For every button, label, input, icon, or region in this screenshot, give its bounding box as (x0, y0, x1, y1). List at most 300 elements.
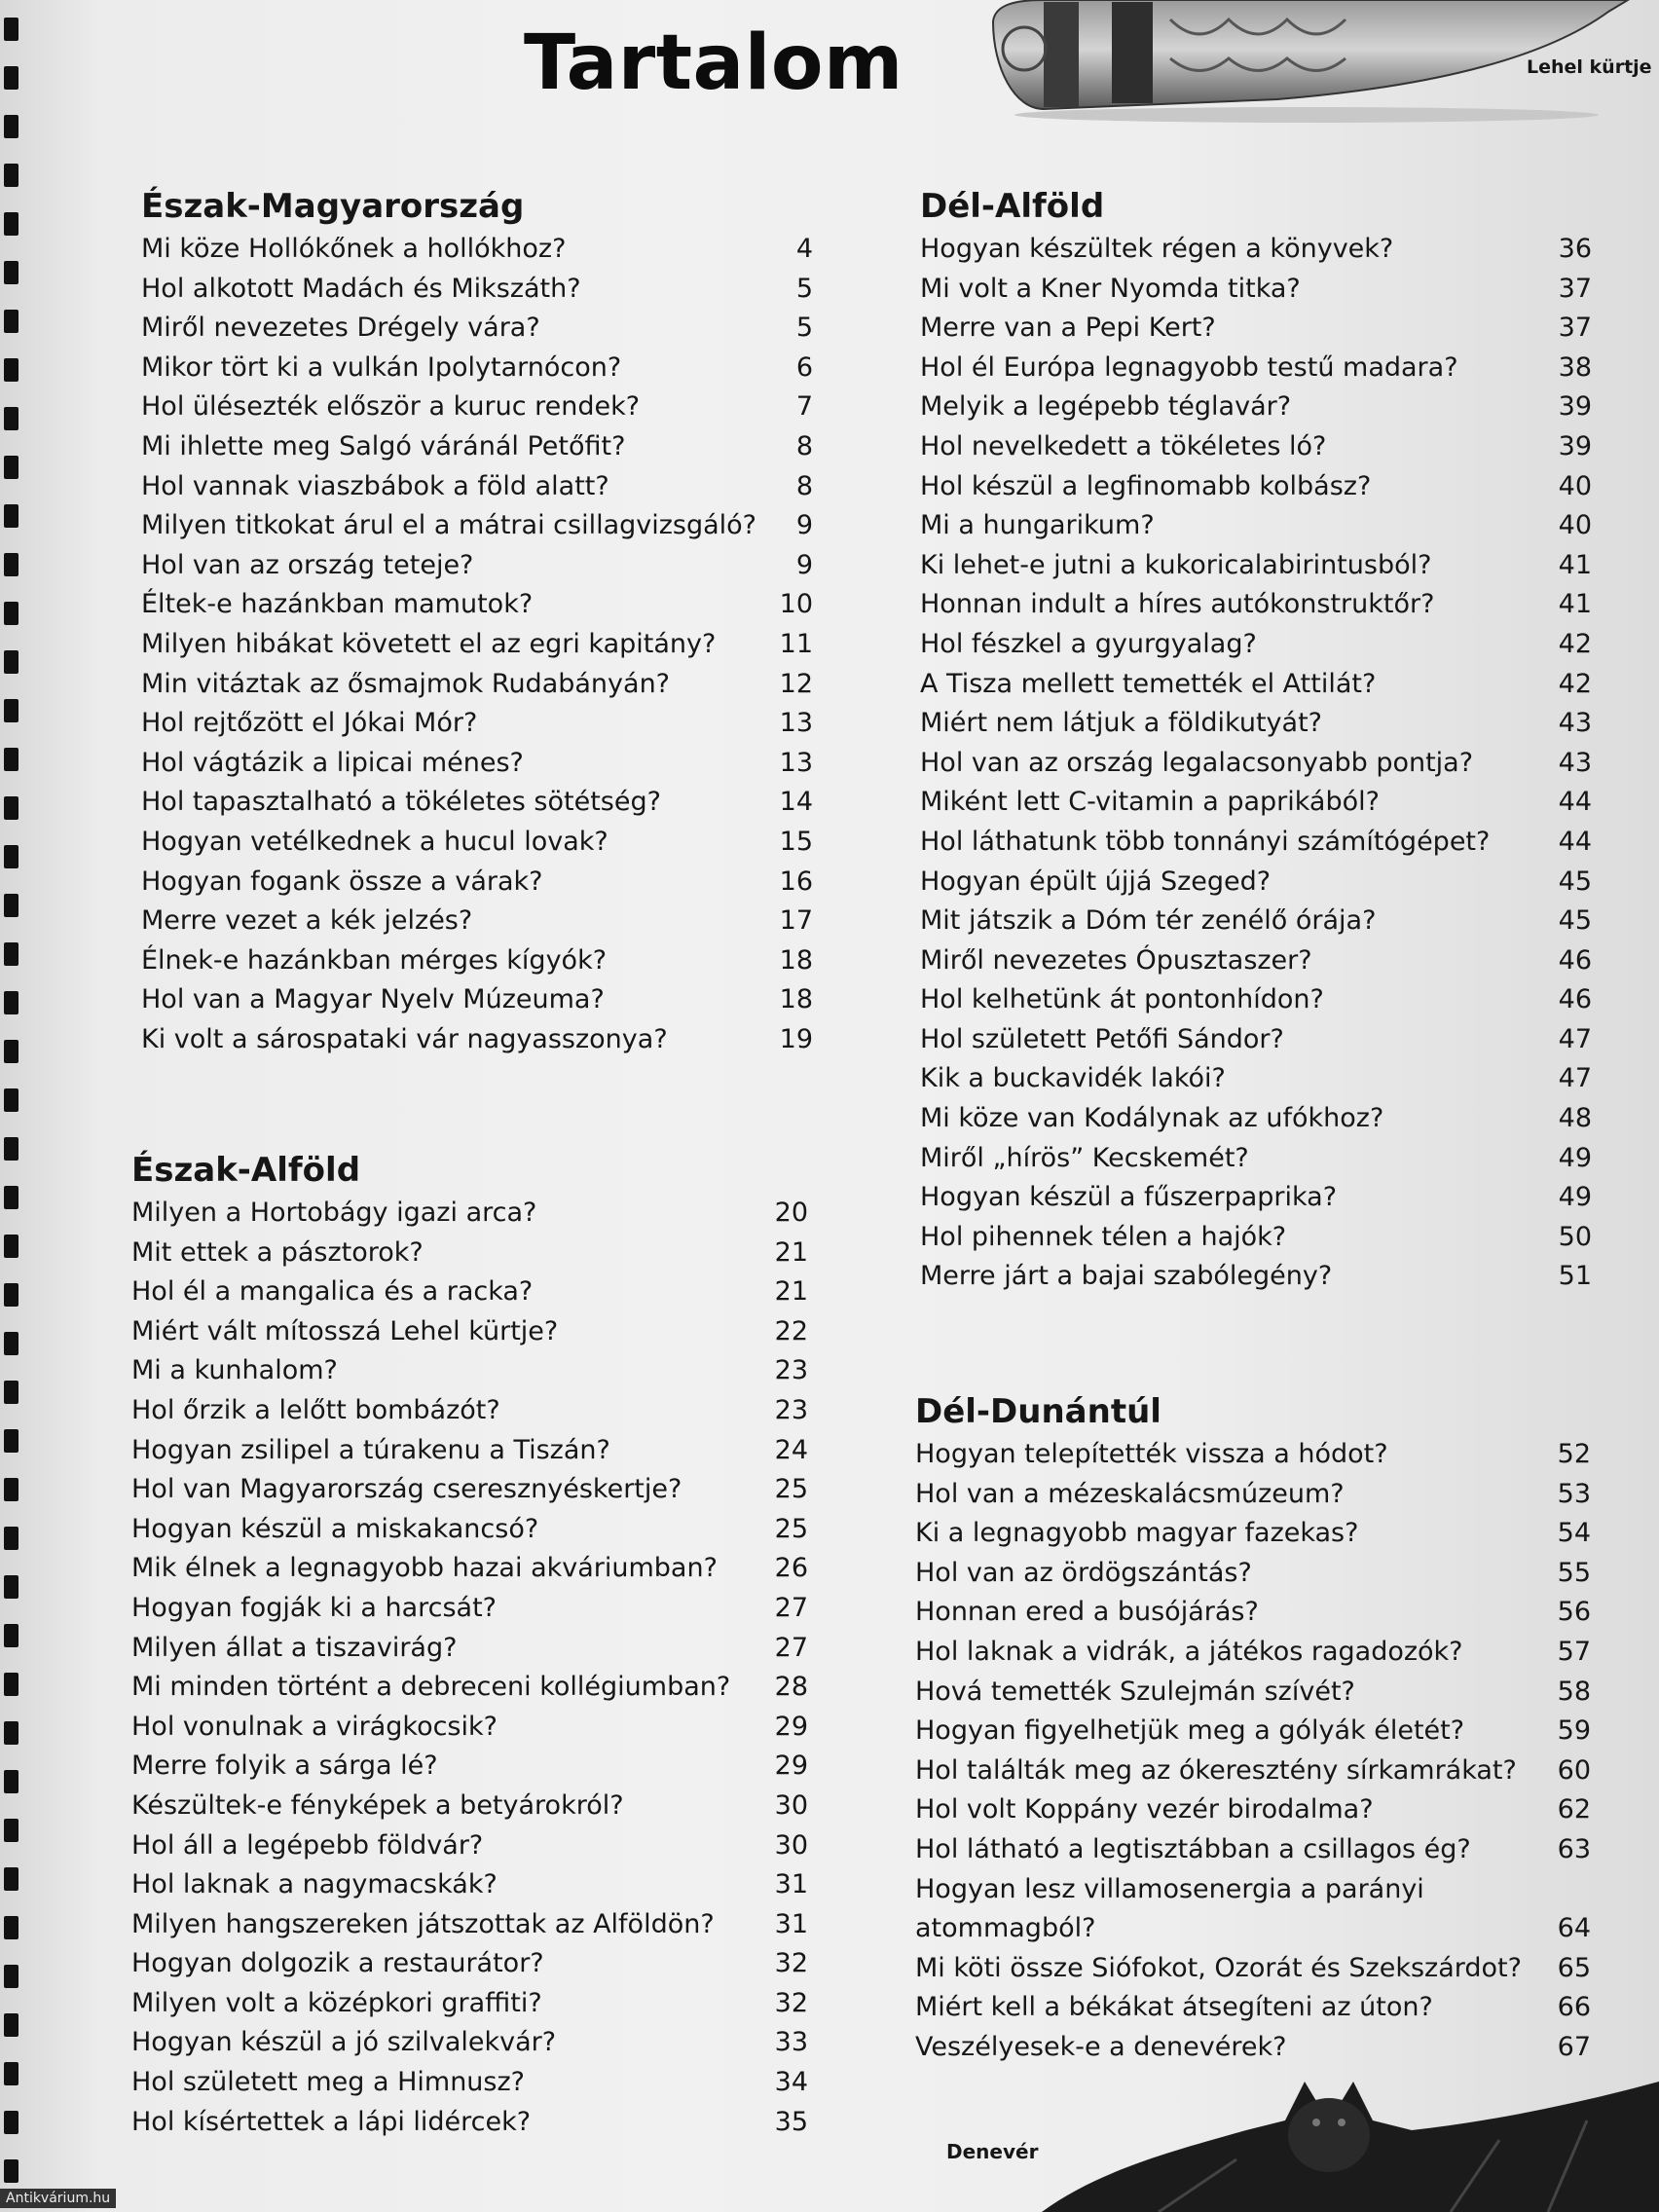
entry-page-number: 41 (1558, 549, 1592, 580)
toc-entry (141, 467, 813, 507)
entry-page-number: 46 (1558, 944, 1592, 976)
entry-title: Miként lett C-vitamin a paprikából? (920, 787, 1380, 818)
toc-entry (915, 1870, 1591, 1949)
binding-ring (4, 310, 18, 333)
entry-title: Hol alkotott Madách és Mikszáth? (141, 273, 581, 304)
toc-entry (141, 823, 813, 863)
horn-caption: Lehel kürtje (1527, 56, 1652, 78)
binding-ring (4, 845, 18, 868)
toc-entry (920, 585, 1592, 625)
entry-title: Hol látható a legtisztábban a csillagos ég? (915, 1833, 1471, 1864)
binding-ring (4, 1381, 18, 1404)
entry-page-number: 55 (1557, 1557, 1591, 1588)
toc-entry (131, 1234, 808, 1273)
binding-ring (4, 1186, 18, 1209)
entry-title: Hogyan figyelhetjük meg a gólyák életét? (915, 1715, 1465, 1747)
entry-page-number: 26 (774, 1553, 808, 1584)
toc-entry (141, 665, 813, 705)
toc-entry (131, 1312, 808, 1352)
toc-entry (131, 1431, 808, 1471)
toc-entry (920, 783, 1592, 823)
spiral-binding (0, 0, 25, 2212)
toc-entry (131, 1549, 808, 1589)
entry-title: Honnan indult a híres autókonstruktőr? (920, 589, 1435, 620)
binding-ring (4, 1332, 18, 1355)
entry-title: Hol él a mangalica és a racka? (131, 1276, 534, 1308)
entry-title: Mik élnek a legnagyobb hazai akváriumban? (131, 1553, 718, 1584)
entry-page-number: 15 (779, 826, 813, 857)
toc-entry (141, 625, 813, 665)
entry-title: Mit játszik a Dóm tér zenélő órája? (920, 905, 1377, 937)
entry-page-number: 10 (779, 589, 813, 620)
binding-ring (4, 2062, 18, 2085)
binding-ring (4, 1867, 18, 1891)
toc-entry (920, 270, 1592, 310)
watermark: Antikvárium.hu (0, 2189, 116, 2208)
entry-page-number: 18 (779, 944, 813, 976)
entry-title: Hol született meg a Himnusz? (131, 2067, 525, 2098)
entry-page-number: 39 (1558, 391, 1592, 423)
entry-page-number: 47 (1558, 1063, 1592, 1094)
entry-title: Mikor tört ki a vulkán Ipolytarnócon? (141, 351, 622, 383)
toc-entry (131, 1510, 808, 1550)
entry-title: Miről „hírös” Kecskemét? (920, 1142, 1249, 1173)
entry-page-number: 39 (1558, 430, 1592, 461)
entry-title: Hol találták meg az ókeresztény sírkamrákat? (915, 1754, 1517, 1786)
binding-ring (4, 1965, 18, 1988)
toc-entry (915, 1435, 1591, 1475)
entry-page-number: 37 (1558, 273, 1592, 304)
toc-entry (915, 1988, 1591, 2028)
entry-page-number: 16 (779, 866, 813, 897)
toc-entry (915, 1790, 1591, 1830)
entry-page-number: 44 (1558, 787, 1592, 818)
entry-title: Hogyan telepítették vissza a hódot? (915, 1439, 1388, 1469)
section-eszak-alfold (131, 1149, 808, 2142)
entry-page-number: 53 (1557, 1478, 1591, 1509)
entry-page-number: 23 (774, 1394, 808, 1425)
binding-ring (4, 602, 18, 625)
entry-page-number: 65 (1557, 1952, 1591, 1983)
toc-entry (141, 270, 813, 310)
toc-entry (920, 704, 1592, 744)
entry-title: Hol van az ország legalacsonyabb pontja? (920, 747, 1474, 778)
toc-entry (920, 309, 1592, 349)
entry-page-number: 22 (774, 1315, 808, 1346)
binding-ring (4, 699, 18, 722)
entry-title: Hol van Magyarország cseresznyéskertje? (131, 1474, 682, 1505)
toc-entry (920, 823, 1592, 863)
entry-title: Hogyan fogják ki a harcsát? (131, 1592, 497, 1623)
entry-title: Hol vonulnak a virágkocsik? (131, 1711, 498, 1742)
entry-title: Milyen hibákat követett el az egri kapitány? (141, 628, 717, 659)
entry-page-number: 46 (1558, 984, 1592, 1015)
toc-entry (141, 387, 813, 427)
entry-page-number: 58 (1557, 1676, 1591, 1707)
entry-title: Mi a kunhalom? (131, 1355, 338, 1386)
entry-page-number: 27 (774, 1592, 808, 1623)
toc-entry (131, 1351, 808, 1391)
toc-entry (920, 467, 1592, 507)
toc-entry (141, 704, 813, 744)
entry-page-number: 18 (779, 984, 813, 1015)
section-del-alfold (920, 185, 1592, 1297)
binding-ring (4, 2159, 18, 2183)
entry-page-number: 45 (1558, 866, 1592, 897)
entry-page-number: 66 (1557, 1992, 1591, 2023)
toc-entry (920, 902, 1592, 941)
entry-page-number: 42 (1558, 628, 1592, 659)
toc-entry (131, 1865, 808, 1905)
toc-entry (920, 863, 1592, 903)
toc-entry (131, 1629, 808, 1669)
binding-ring (4, 1283, 18, 1307)
entry-title: Hol áll a legépebb földvár? (131, 1829, 484, 1861)
entry-title: Hol láthatunk több tonnányi számítógépet? (920, 826, 1491, 857)
entry-page-number: 27 (774, 1632, 808, 1663)
entry-title: Honnan ered a busójárás? (915, 1597, 1259, 1628)
entry-title: Hogyan készül a fűszerpaprika? (920, 1182, 1338, 1213)
entry-page-number: 42 (1558, 668, 1592, 699)
toc-entry (920, 546, 1592, 586)
toc-entry (141, 230, 813, 270)
entry-page-number: 31 (774, 1869, 808, 1900)
binding-ring (4, 1819, 18, 1842)
entry-page-number: 56 (1557, 1597, 1591, 1628)
binding-ring (4, 1575, 18, 1599)
toc-entry (920, 1059, 1592, 1099)
toc-entry (131, 1589, 808, 1629)
binding-ring (4, 407, 18, 430)
toc-entry (920, 506, 1592, 546)
toc-entry (131, 1708, 808, 1748)
toc-entry (131, 2103, 808, 2143)
binding-ring (4, 504, 18, 528)
entry-title: Veszélyesek-e a denevérek? (915, 2031, 1287, 2062)
toc-entry (920, 1099, 1592, 1139)
binding-ring (4, 942, 18, 966)
entry-title: Hol őrzik a lelőtt bombázót? (131, 1394, 500, 1425)
toc-entry (920, 980, 1592, 1020)
entry-page-number: 47 (1558, 1023, 1592, 1054)
section-title: Dél-Dunántúl (915, 1392, 1161, 1431)
entry-page-number: 13 (779, 747, 813, 778)
entry-page-number: 29 (774, 1751, 808, 1782)
entry-page-number: 43 (1558, 747, 1592, 778)
entry-title: Hogyan készül a miskakancsó? (131, 1513, 539, 1544)
binding-ring (4, 748, 18, 771)
entry-page-number: 12 (779, 668, 813, 699)
entry-title: Élnek-e hazánkban mérges kígyók? (141, 944, 608, 976)
entry-page-number: 21 (774, 1236, 808, 1268)
bat-image (1042, 2062, 1659, 2212)
toc-entry (920, 744, 1592, 784)
entry-page-number: 9 (795, 510, 813, 541)
entry-title: Hogyan fogank össze a várak? (141, 866, 543, 897)
toc-entry (915, 1751, 1591, 1791)
entry-page-number: 32 (774, 1948, 808, 1979)
entry-page-number: 48 (1558, 1103, 1592, 1134)
toc-entry (141, 1020, 813, 1060)
binding-ring (4, 1624, 18, 1647)
entry-title: Kik a buckavidék lakói? (920, 1063, 1226, 1094)
toc-entry (915, 1673, 1591, 1713)
entry-page-number: 30 (774, 1829, 808, 1861)
binding-ring (4, 261, 18, 284)
entry-page-number: 5 (795, 313, 813, 344)
entry-title: Hová temették Szulejmán szívét? (915, 1676, 1355, 1707)
entry-title: Hol van a Magyar Nyelv Múzeuma? (141, 984, 605, 1015)
toc-entry (131, 1391, 808, 1431)
binding-ring (4, 1040, 18, 1063)
page-title: Tartalom (524, 19, 903, 107)
binding-ring (4, 1527, 18, 1550)
entry-title: Milyen titkokat árul el a mátrai csillagvizsgáló? (141, 510, 757, 541)
binding-ring (4, 18, 18, 41)
entry-page-number: 7 (795, 391, 813, 423)
binding-ring (4, 1088, 18, 1112)
toc-entry (131, 1272, 808, 1312)
bat-caption: Denevér (946, 2140, 1039, 2163)
entry-title: Hol kísértettek a lápi lidércek? (131, 2106, 532, 2137)
entry-page-number: 5 (795, 273, 813, 304)
toc-entry (915, 1949, 1591, 1989)
toc-entry (915, 1514, 1591, 1554)
binding-ring (4, 796, 18, 820)
binding-ring (4, 1478, 18, 1501)
entry-page-number: 17 (779, 905, 813, 937)
entry-page-number: 44 (1558, 826, 1592, 857)
entry-page-number: 21 (774, 1276, 808, 1308)
entry-page-number: 23 (774, 1355, 808, 1386)
entry-title: Mi köze van Kodálynak az ufókhoz? (920, 1103, 1384, 1134)
entry-title: Miért nem látjuk a földikutyát? (920, 708, 1322, 739)
toc-entry (131, 1826, 808, 1866)
entry-title: Milyen a Hortobágy igazi arca? (131, 1198, 537, 1228)
entry-page-number: 60 (1557, 1754, 1591, 1786)
section-del-dunantul (915, 1390, 1591, 2067)
entry-page-number: 14 (779, 787, 813, 818)
entry-title: A Tisza mellett temették el Attilát? (920, 668, 1377, 699)
toc-entry (920, 387, 1592, 427)
entry-title: Mit ettek a pásztorok? (131, 1236, 424, 1268)
entry-title: Hol laknak a vidrák, a játékos ragadozók? (915, 1636, 1463, 1667)
entry-page-number: 54 (1557, 1518, 1591, 1549)
entry-title: Merre vezet a kék jelzés? (141, 905, 473, 937)
binding-ring (4, 2111, 18, 2134)
binding-ring (4, 1137, 18, 1161)
entry-page-number: 25 (774, 1513, 808, 1544)
toc-entry (920, 1218, 1592, 1258)
entry-title: Merre járt a bajai szabólegény? (920, 1261, 1333, 1292)
toc-entry (131, 2023, 808, 2063)
binding-ring (4, 894, 18, 917)
entry-page-number: 64 (1557, 1912, 1591, 1943)
entry-page-number: 45 (1558, 905, 1592, 937)
entry-page-number: 37 (1558, 313, 1592, 344)
entry-page-number: 35 (774, 2106, 808, 2137)
section-title: Észak-Magyarország (141, 187, 525, 226)
entry-page-number: 32 (774, 1987, 808, 2018)
entry-title: Hol rejtőzött el Jókai Mór? (141, 708, 478, 739)
entry-title: Hol van a mézeskalácsmúzeum? (915, 1478, 1345, 1509)
toc-entry (131, 1470, 808, 1510)
entry-page-number: 30 (774, 1789, 808, 1821)
entry-page-number: 6 (795, 351, 813, 383)
binding-ring (4, 456, 18, 479)
entry-page-number: 8 (795, 470, 813, 501)
entry-title: Miért kell a békákat átsegíteni az úton? (915, 1992, 1433, 2023)
entry-page-number: 31 (774, 1908, 808, 1939)
entry-title: Hol készül a legfinomabb kolbász? (920, 470, 1372, 501)
toc-entry (141, 783, 813, 823)
section-title: Észak-Alföld (131, 1151, 361, 1190)
toc-entry (131, 1747, 808, 1787)
toc-entry (131, 1944, 808, 1984)
entry-page-number: 11 (779, 628, 813, 659)
entry-title: Mi ihlette meg Salgó váránál Petőfit? (141, 430, 626, 461)
toc-entry (141, 863, 813, 903)
entry-title: Hol van az ország teteje? (141, 549, 474, 580)
binding-ring (4, 1770, 18, 1793)
entry-page-number: 20 (774, 1198, 808, 1228)
toc-entry (920, 625, 1592, 665)
entry-title: Hol pihennek télen a hajók? (920, 1221, 1287, 1252)
toc-entry (920, 1139, 1592, 1179)
binding-ring (4, 1721, 18, 1745)
toc-entry (920, 1257, 1592, 1297)
entry-page-number: 36 (1558, 234, 1592, 264)
entry-title: Hol él Európa legnagyobb testű madara? (920, 351, 1458, 383)
entry-title: Hol ülésezték először a kuruc rendek? (141, 391, 641, 423)
entry-page-number: 34 (774, 2067, 808, 2098)
entry-page-number: 40 (1558, 510, 1592, 541)
binding-ring (4, 991, 18, 1014)
entry-title: Miről nevezetes Ópusztaszer? (920, 944, 1312, 976)
entry-page-number: 49 (1558, 1142, 1592, 1173)
toc-entry (141, 506, 813, 546)
binding-ring (4, 1429, 18, 1453)
entry-title: Milyen állat a tiszavirág? (131, 1632, 458, 1663)
toc-entry (141, 427, 813, 467)
toc-entry (141, 941, 813, 981)
binding-ring (4, 1916, 18, 1939)
entry-page-number: 13 (779, 708, 813, 739)
binding-ring (4, 553, 18, 576)
toc-entry (141, 546, 813, 586)
toc-entry (141, 744, 813, 784)
toc-entry (141, 585, 813, 625)
entry-title: Ki lehet-e jutni a kukoricalabirintusból? (920, 549, 1432, 580)
toc-entry (915, 1554, 1591, 1594)
binding-ring (4, 164, 18, 187)
entry-page-number: 38 (1558, 351, 1592, 383)
entry-title: Hogyan dolgozik a restaurátor? (131, 1948, 544, 1979)
entry-title: Min vitáztak az ősmajmok Rudabányán? (141, 668, 671, 699)
binding-ring (4, 1235, 18, 1258)
toc-entry (915, 1830, 1591, 1870)
entry-page-number: 24 (774, 1434, 808, 1465)
toc-entry (131, 1787, 808, 1826)
entry-page-number: 29 (774, 1711, 808, 1742)
entry-page-number: 19 (779, 1023, 813, 1054)
entry-page-number: 49 (1558, 1182, 1592, 1213)
entry-title: Mi volt a Kner Nyomda titka? (920, 273, 1301, 304)
entry-page-number: 51 (1558, 1261, 1592, 1292)
entry-page-number: 25 (774, 1474, 808, 1505)
toc-entry (915, 1475, 1591, 1515)
entry-page-number: 63 (1557, 1833, 1591, 1864)
toc-entry (141, 309, 813, 349)
entry-title: Melyik a legépebb téglavár? (920, 391, 1292, 423)
toc-entry (131, 1984, 808, 2024)
toc-entry (920, 230, 1592, 270)
toc-entry (920, 427, 1592, 467)
entry-title: Miért vált mítosszá Lehel kürtje? (131, 1315, 559, 1346)
toc-entry (131, 1668, 808, 1708)
toc-entry (131, 2063, 808, 2103)
entry-page-number: 59 (1557, 1715, 1591, 1747)
entry-title: Mi minden történt a debreceni kollégiumban? (131, 1672, 731, 1703)
toc-entry (920, 1020, 1592, 1060)
entry-title: Hol vágtázik a lipicai ménes? (141, 747, 524, 778)
entry-title: Hol volt Koppány vezér birodalma? (915, 1794, 1374, 1825)
toc-entry (920, 941, 1592, 981)
entry-page-number: 67 (1557, 2031, 1591, 2062)
binding-ring (4, 2013, 18, 2037)
entry-page-number: 62 (1557, 1794, 1591, 1825)
entry-page-number: 4 (795, 234, 813, 264)
toc-entry (141, 902, 813, 941)
toc-entry (920, 349, 1592, 388)
entry-page-number: 40 (1558, 470, 1592, 501)
entry-title: Miről nevezetes Drégely vára? (141, 313, 540, 344)
entry-title: Hol van az ördögszántás? (915, 1557, 1252, 1588)
entry-page-number: 57 (1557, 1636, 1591, 1667)
entry-title: Hol nevelkedett a tökéletes ló? (920, 430, 1327, 461)
entry-title: Ki volt a sárospataki vár nagyasszonya? (141, 1023, 668, 1054)
toc-entry (131, 1194, 808, 1234)
entry-page-number: 9 (795, 549, 813, 580)
entry-title: Milyen hangszereken játszottak az Alföldön? (131, 1908, 715, 1939)
entry-page-number: 43 (1558, 708, 1592, 739)
entry-title: Hol laknak a nagymacskák? (131, 1869, 498, 1900)
binding-ring (4, 1673, 18, 1696)
entry-title: Hogyan épült újjá Szeged? (920, 866, 1272, 897)
entry-page-number: 50 (1558, 1221, 1592, 1252)
toc-entry (131, 1905, 808, 1945)
binding-ring (4, 115, 18, 138)
binding-ring (4, 650, 18, 674)
entry-page-number: 52 (1557, 1439, 1591, 1469)
entry-title: Merre van a Pepi Kert? (920, 313, 1216, 344)
entry-page-number: 8 (795, 430, 813, 461)
section-eszak-magyarorszag (141, 185, 813, 1059)
toc-entry (915, 1593, 1591, 1633)
entry-page-number: 33 (774, 2027, 808, 2058)
entry-title: Hol kelhetünk át pontonhídon? (920, 984, 1324, 1015)
toc-entry (915, 1712, 1591, 1751)
entry-title: Mi köti össze Siófokot, Ozorát és Szekszárdot? (915, 1952, 1522, 1983)
toc-entry (920, 665, 1592, 705)
toc-entry (141, 980, 813, 1020)
entry-title: Merre folyik a sárga lé? (131, 1751, 438, 1782)
toc-entry (141, 349, 813, 388)
section-title: Dél-Alföld (920, 187, 1105, 226)
entry-title: Hol tapasztalható a tökéletes sötétség? (141, 787, 661, 818)
entry-title: Hol született Petőfi Sándor? (920, 1023, 1284, 1054)
entry-title: Hol vannak viaszbábok a föld alatt? (141, 470, 609, 501)
